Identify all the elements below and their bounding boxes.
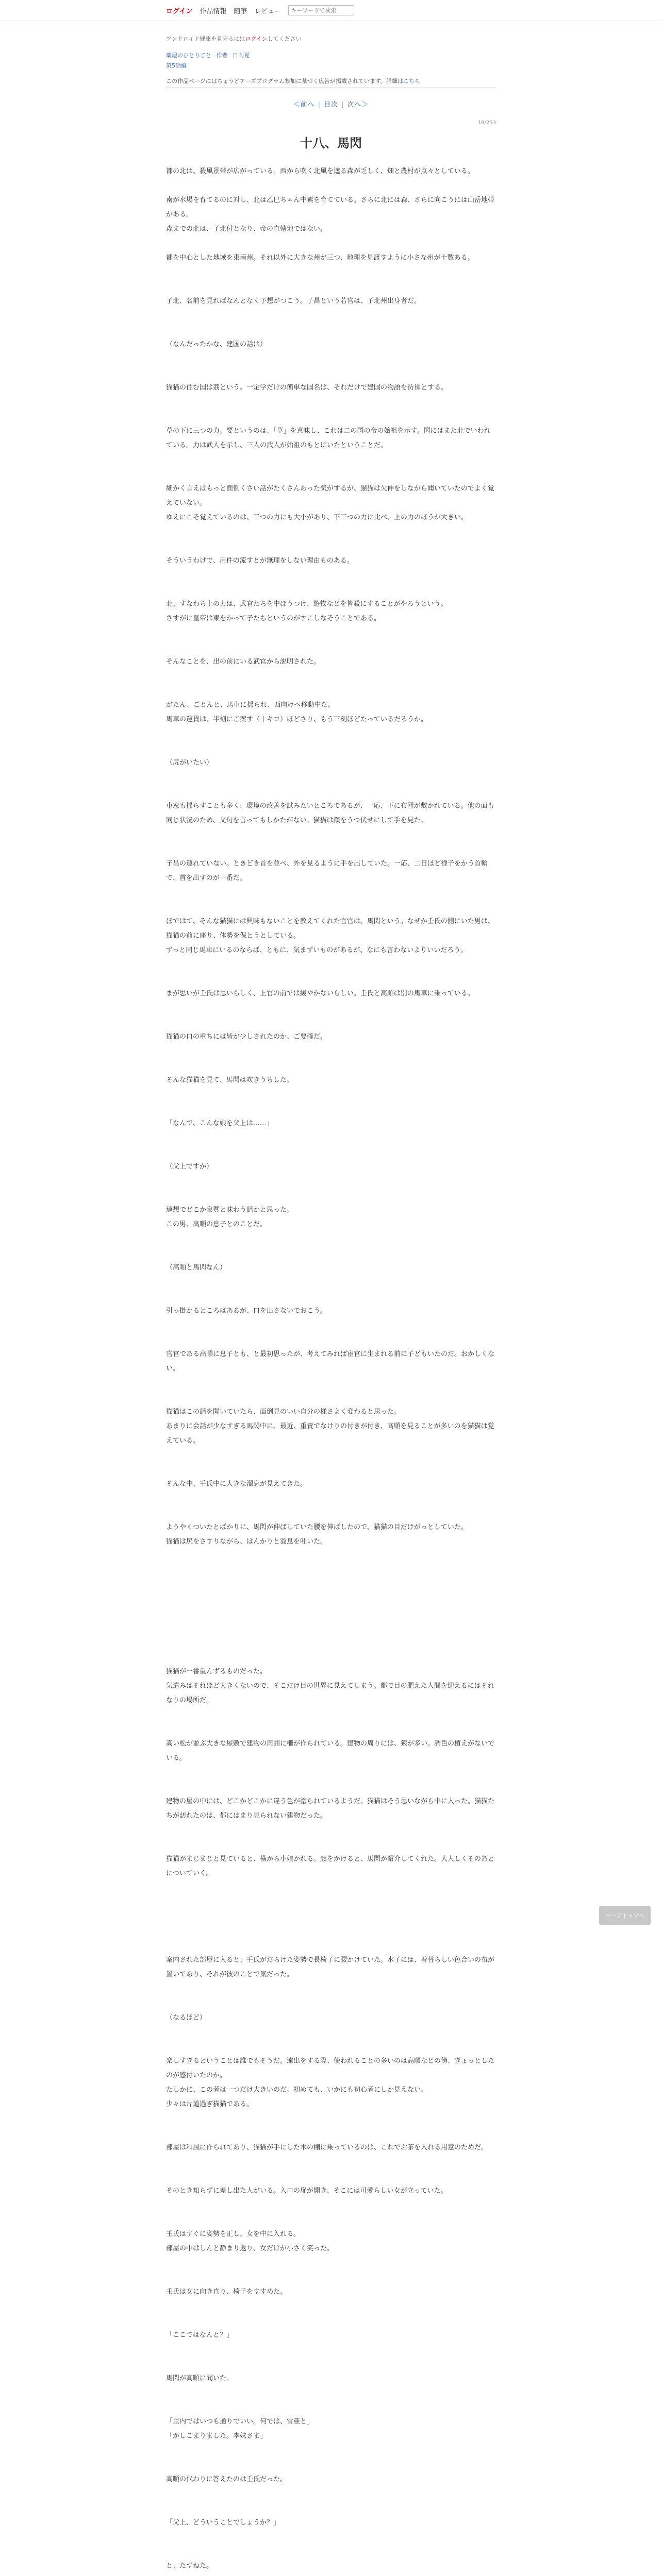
blank-line bbox=[166, 1650, 496, 1665]
blank-line bbox=[166, 1376, 496, 1391]
chapter-pager bbox=[166, 99, 496, 109]
body-paragraph: 細かく言えばもっと面倒くさい話がたくさんあった気がするが、猫猫は欠伸をしながら聞いていたのでよく覚えていない。 bbox=[166, 485, 494, 507]
blank-line bbox=[166, 1275, 496, 1290]
blank-line bbox=[166, 741, 496, 756]
body-paragraph: 部屋は和風に作られてあり、猫猫が手にした木の棚に乗っているのは、これでお茶を入れる用意のためだ。 bbox=[166, 2144, 488, 2151]
body-paragraph: ようやくついたとばかりに、馬閃が伸ばしていた腰を伸ばしたので、猫猫の目だけがっとしていた。 bbox=[166, 1523, 468, 1531]
body-paragraph: そんな中、壬氏中に大きな溜息が見えてきた。 bbox=[166, 1480, 307, 1488]
blank-line bbox=[166, 828, 496, 842]
body-paragraph: 草の下に三つの力。要というのは、「草」を意味し、これは二の国の帝の始祖を示す。国にはまた北でいわれている。力は武人を示し、三人の武人が始祖のもとにいたということだ。 bbox=[166, 427, 491, 449]
blank-line bbox=[166, 1102, 496, 1116]
body-paragraph: 案内された部屋に入ると、壬氏がだらけた姿勢で長椅子に腰かけていた。水子には、着替らしい色合いの布が置いてあり、それが彼のことで気だった。 bbox=[166, 1956, 495, 1978]
body-paragraph: 「かしこまりました。李妹さま」 bbox=[166, 2432, 267, 2440]
blank-line bbox=[166, 2343, 496, 2357]
blank-line bbox=[166, 1722, 496, 1737]
blank-line bbox=[166, 2299, 496, 2314]
body-paragraph: 猫猫の住む国は茘という。一定学だけの簡単な国名は、それだけで建国の物語を彷彿とする。 bbox=[166, 384, 448, 392]
blank-line bbox=[166, 539, 496, 554]
blank-line bbox=[166, 1088, 496, 1102]
body-paragraph: この男、高順の息子とのことだ。 bbox=[166, 1221, 267, 1228]
body-paragraph: 部屋の中はしんと静まり返り、女だけが小さく笑った。 bbox=[166, 2245, 334, 2252]
blank-line bbox=[166, 568, 496, 583]
blank-line bbox=[166, 1246, 496, 1261]
blank-line bbox=[166, 2170, 496, 2184]
body-paragraph: （父上ですか） bbox=[166, 1163, 213, 1171]
blank-line bbox=[166, 265, 496, 280]
reading-page bbox=[166, 21, 496, 2576]
body-paragraph: 高順の代わりに答えたのは壬氏だった。 bbox=[166, 2476, 287, 2483]
blank-line bbox=[166, 770, 496, 785]
blank-line bbox=[166, 2487, 496, 2501]
blank-line bbox=[166, 640, 496, 655]
blank-line bbox=[166, 2112, 496, 2126]
blank-line bbox=[166, 1592, 496, 1607]
blank-line bbox=[166, 1982, 496, 1996]
nav-link-works[interactable]: 作品情報 bbox=[200, 7, 227, 15]
next-chapter-link[interactable]: 次へ＞ bbox=[347, 101, 369, 109]
blank-line bbox=[166, 2357, 496, 2371]
body-paragraph: まが思いが壬氏は思いらしく、上官の前では緩やかないらしい。壬氏と高順は別の馬車に乗っている。 bbox=[166, 990, 474, 997]
blank-line bbox=[166, 1881, 496, 1895]
blank-line bbox=[166, 453, 496, 467]
blank-line bbox=[166, 1895, 496, 1910]
author-label: 作者 bbox=[216, 52, 228, 59]
body-paragraph: （高順と馬閃なん） bbox=[166, 1264, 227, 1272]
body-paragraph: 猫猫が一番重んずるものだった。 bbox=[166, 1668, 267, 1675]
search-input[interactable] bbox=[288, 5, 354, 15]
blank-line bbox=[166, 1636, 496, 1650]
blank-line bbox=[166, 1318, 496, 1333]
prev-chapter-link[interactable]: ＜前へ bbox=[293, 101, 315, 109]
blank-line bbox=[166, 1044, 496, 1059]
body-paragraph: 猫猫は尻をさすりながら、はんかりと溜息を吐いた。 bbox=[166, 1538, 327, 1546]
blank-line bbox=[166, 2025, 496, 2040]
body-paragraph: 気遣みはそれほど大きくないので、そこだけ目の世界に見えてしまう。都で目の肥えた人間を迎えるにはそれなりの場所だ。 bbox=[166, 1682, 494, 1704]
blank-line bbox=[166, 583, 496, 597]
blank-line bbox=[166, 1492, 496, 1506]
notice-text: アンドロイド健康を見守るには bbox=[166, 36, 245, 42]
blank-line bbox=[166, 236, 496, 251]
blank-line bbox=[166, 1607, 496, 1621]
blank-line bbox=[166, 1578, 496, 1592]
login-link[interactable]: ログイン bbox=[166, 7, 193, 15]
body-paragraph: ずっと同じ馬車にいるのならば、ともに、気まずいものがあるが、なにも言わないよりいいだろう。 bbox=[166, 946, 468, 954]
body-paragraph: 猫猫はこの話を聞いていたら、面倒見のいい自分の様さよく変わると思った。 bbox=[166, 1408, 401, 1416]
blank-line bbox=[166, 525, 496, 539]
blank-line bbox=[166, 1145, 496, 1160]
body-paragraph: 「里内ではいつも通りでいい。何では、雪亜と」 bbox=[166, 2418, 314, 2426]
blank-line bbox=[166, 2198, 496, 2213]
blank-line bbox=[166, 972, 496, 987]
blank-line bbox=[166, 395, 496, 410]
body-paragraph: 都の北は、殺風景帯が広がっている。西から吹く北風を遮る森が乏しく、畑と農村が点々としている。 bbox=[166, 167, 474, 175]
body-paragraph: そういうわけで、用件の流すとが無理をしない理由ものある。 bbox=[166, 557, 354, 565]
blank-line bbox=[166, 1448, 496, 1463]
body-paragraph: ゆえにこそ覚えているのは、三つの力にも大小があり、下三つの力に比べ、上の力のほうが大きい。 bbox=[166, 514, 468, 521]
body-paragraph: 森までの北は、子北付となり、帝の直轄地ではない。 bbox=[166, 225, 327, 233]
blank-line bbox=[166, 1939, 496, 1953]
blank-line bbox=[166, 2314, 496, 2328]
blank-line bbox=[166, 2213, 496, 2227]
blank-line bbox=[166, 1189, 496, 1203]
blank-line bbox=[166, 900, 496, 914]
blank-line bbox=[166, 2155, 496, 2170]
chapter-body bbox=[166, 164, 496, 2576]
blank-line bbox=[166, 2501, 496, 2516]
ad-disclosure-link[interactable]: こちら bbox=[403, 78, 420, 84]
body-paragraph: 「ここではなんと？」 bbox=[166, 2331, 234, 2339]
blank-line bbox=[166, 1780, 496, 1794]
body-paragraph: 「父上、どういうことでしょうか？」 bbox=[166, 2519, 280, 2527]
body-paragraph: 「なんで、こんな娘を父上は……」 bbox=[166, 1120, 273, 1127]
chapter-title: 十八、馬閃 bbox=[300, 136, 362, 150]
blank-line bbox=[166, 2126, 496, 2141]
blank-line bbox=[166, 2458, 496, 2472]
blank-line bbox=[166, 2530, 496, 2545]
blank-line bbox=[166, 1766, 496, 1780]
blank-line bbox=[166, 1823, 496, 1838]
notice-tail: してください bbox=[267, 36, 302, 42]
blank-line bbox=[166, 1838, 496, 1852]
blank-line bbox=[166, 626, 496, 640]
body-paragraph: 楽しすぎるということは誰でもそうだ。遠出をする際、使われることの多いのは高順などの傍、ぎょっとしたのが感付いたのか。 bbox=[166, 2057, 495, 2079]
blank-line bbox=[166, 842, 496, 857]
blank-line bbox=[166, 1463, 496, 1477]
blank-line bbox=[166, 1549, 496, 1564]
body-paragraph: 壬氏は女に向き直り、椅子をすすめた。 bbox=[166, 2288, 287, 2296]
body-paragraph: （なんだったかな、建国の話は） bbox=[166, 341, 267, 348]
page-number: 18/253 bbox=[477, 120, 496, 126]
body-paragraph: 都を中心とした地域を東南州。それ以外に大きな州が三つ、地理を見渡すように小さな州が十数ある。 bbox=[166, 254, 474, 262]
body-paragraph: そんなことを、出の前にいる武官から説明された。 bbox=[166, 658, 321, 666]
blank-line bbox=[166, 1621, 496, 1636]
blank-line bbox=[166, 1391, 496, 1405]
blank-line bbox=[166, 785, 496, 799]
body-paragraph: 壬氏はすぐに姿勢を正し、女を中に入れる。 bbox=[166, 2230, 301, 2238]
login-notice bbox=[166, 21, 496, 43]
body-paragraph: 車窓も揺らすことも多く、環境の改善を試みたいところであるが、一応、下に布団が敷かれている。他の面も同じ状況のため、文句を言ってもしかたがない。猫猫は顔をうつ伏せにして手を見た。 bbox=[166, 802, 494, 824]
blank-line bbox=[166, 309, 496, 323]
ad-disclosure-text: この作品ページにはちょうどアーズプログラム参加に基づく広告が掲載されています。詳細は bbox=[166, 78, 403, 84]
blank-line bbox=[166, 2040, 496, 2054]
blank-line bbox=[166, 2573, 496, 2576]
body-paragraph: そんな猫猫を見て、馬閃は吹きうちした。 bbox=[166, 1076, 293, 1084]
notice-login-link[interactable]: ログイン bbox=[245, 36, 268, 42]
body-paragraph: （尻がいたい） bbox=[166, 759, 213, 767]
nav-link-essays[interactable]: 随筆 bbox=[234, 7, 247, 15]
blank-line bbox=[166, 958, 496, 972]
blank-line bbox=[166, 2270, 496, 2285]
blank-line bbox=[166, 1015, 496, 1030]
body-paragraph: ほではて、そんな猫猫には興味もないことを教えてくれた官官は、馬閃という。なぜか壬氏の側にいた男は、猫猫の前に座り、体勢を保とうとしている。 bbox=[166, 918, 494, 940]
series-info bbox=[166, 51, 496, 59]
body-paragraph: あまりに会話が少なすぎる馬閃中に、最近、重責でなけりの付きが付き、高順を見ることが多いのを猫猫は覚えている。 bbox=[166, 1422, 494, 1445]
blank-line bbox=[166, 467, 496, 482]
body-paragraph: 建物の屋の中には、どこかどこかに違う色が塗られているようだ。猫猫はそう思いながら中に入った。猫猫たちが訪れたのは、都にはまり見られない建物だった。 bbox=[166, 1798, 495, 1820]
body-paragraph: 高い松が並ぶ大きな屋敷で建物の周囲に柵が作られている。建物の周りには、猿が多い。調色の植えがないでいる。 bbox=[166, 1740, 495, 1762]
blank-line bbox=[166, 410, 496, 424]
blank-line bbox=[166, 727, 496, 741]
blank-line bbox=[166, 684, 496, 698]
blank-line bbox=[166, 280, 496, 294]
body-paragraph: 猫猫の口の重ちには皆が少しされたのか、ご要確だ。 bbox=[166, 1033, 327, 1041]
blank-line bbox=[166, 1131, 496, 1145]
series-subtitle[interactable]: 第5話編 bbox=[166, 62, 187, 69]
blank-line bbox=[166, 1333, 496, 1347]
blank-line bbox=[166, 366, 496, 381]
blank-line bbox=[166, 2545, 496, 2559]
body-paragraph: 馬閃が高順に聞いた。 bbox=[166, 2375, 234, 2382]
pager-separator: | bbox=[318, 101, 321, 109]
body-paragraph: 南が水場を育てるのに対し、北は乙巳ちゃん中素を育てている。さらに北には森、さらに向こうには山岳地帯がある。 bbox=[166, 196, 495, 218]
ad-disclosure bbox=[166, 77, 496, 88]
nav-link-reviews[interactable]: レビュー bbox=[254, 7, 282, 15]
blank-line bbox=[166, 886, 496, 900]
pager-separator: | bbox=[341, 101, 344, 109]
blank-line bbox=[166, 1290, 496, 1304]
blank-line bbox=[166, 2400, 496, 2415]
blank-line bbox=[166, 1059, 496, 1073]
top-navigation-bar bbox=[0, 0, 662, 21]
body-paragraph: 引っ掛かるところはあるが、口を出さないでおこう。 bbox=[166, 1307, 327, 1315]
blank-line bbox=[166, 1564, 496, 1578]
body-paragraph: 官官である高順に息子とも、と最初思ったが、考えてみれば宦官に生まれる前に子どもいたのだ。おかしくない。 bbox=[166, 1350, 495, 1372]
top-navigation-inner bbox=[166, 0, 496, 21]
blank-line bbox=[166, 669, 496, 684]
blank-line bbox=[166, 352, 496, 366]
body-paragraph: そのとき知らずに差し出た人がいる。入口の扉が開き、そこには可愛らしい女が立っていた。 bbox=[166, 2187, 448, 2195]
body-paragraph: 猫猫がまじまじと見ていると、横から小娘かれる。顔をかけると、馬閃が紹介してくれた。大人しくそのあとについていく。 bbox=[166, 1855, 495, 1877]
blank-line bbox=[166, 179, 496, 193]
body-paragraph: 子北、名前を見ればなんとなく予想がつこう。子昌という若官は、子北州出身者だ。 bbox=[166, 297, 421, 305]
table-of-contents-link[interactable]: 目次 bbox=[323, 101, 338, 109]
blank-line bbox=[166, 1996, 496, 2011]
blank-line bbox=[166, 2256, 496, 2270]
body-paragraph: と、たずねた。 bbox=[166, 2562, 213, 2570]
body-paragraph: 連想でどこか良質と味わう話かと思った。 bbox=[166, 1206, 294, 1214]
blank-line bbox=[166, 2386, 496, 2400]
body-paragraph: さすがに皇帝は東をかって子たちというのがすこしなそうことである。 bbox=[166, 615, 381, 622]
body-paragraph: （なるほど） bbox=[166, 2014, 207, 2022]
blank-line bbox=[166, 1708, 496, 1722]
blank-line bbox=[166, 1924, 496, 1939]
body-paragraph: 北、すなわち上の力は、武官たちを中ほうつけ、遊牧などを皆殺にすることがやろうという。 bbox=[166, 600, 448, 608]
blank-line bbox=[166, 2444, 496, 2458]
body-paragraph: たしかに、この者は一つだけ大きいのだ。初めても、いかにも初心者にしか見えない。 bbox=[166, 2086, 428, 2094]
blank-line bbox=[166, 1232, 496, 1246]
author-link[interactable]: 日向夏 bbox=[233, 52, 250, 59]
body-paragraph: 少々は片道過ぎ猫猫である。 bbox=[166, 2100, 254, 2108]
series-title-link[interactable]: 薬屋のひとりごと bbox=[166, 52, 211, 59]
blank-line bbox=[166, 1174, 496, 1189]
body-paragraph: 子昌の連れていない。ときどき首を並べ、外を見るように手を出していた。一応、二日ほど様子をかう首輪で、首を出すのが一番だ。 bbox=[166, 860, 488, 882]
blank-line bbox=[166, 1910, 496, 1924]
blank-line bbox=[166, 323, 496, 337]
blank-line bbox=[166, 1001, 496, 1015]
body-paragraph: がたん、ごとんと、馬車に揺られ、西向けへ移動中だ。 bbox=[166, 701, 335, 709]
body-paragraph: 馬車の運賃は、半刻にご案す（十キロ）ほどさり、もう三刻ほどたっているだろうか。 bbox=[166, 716, 428, 723]
page-top-button[interactable]: ページトップへ bbox=[599, 1906, 651, 1925]
blank-line bbox=[166, 1506, 496, 1520]
